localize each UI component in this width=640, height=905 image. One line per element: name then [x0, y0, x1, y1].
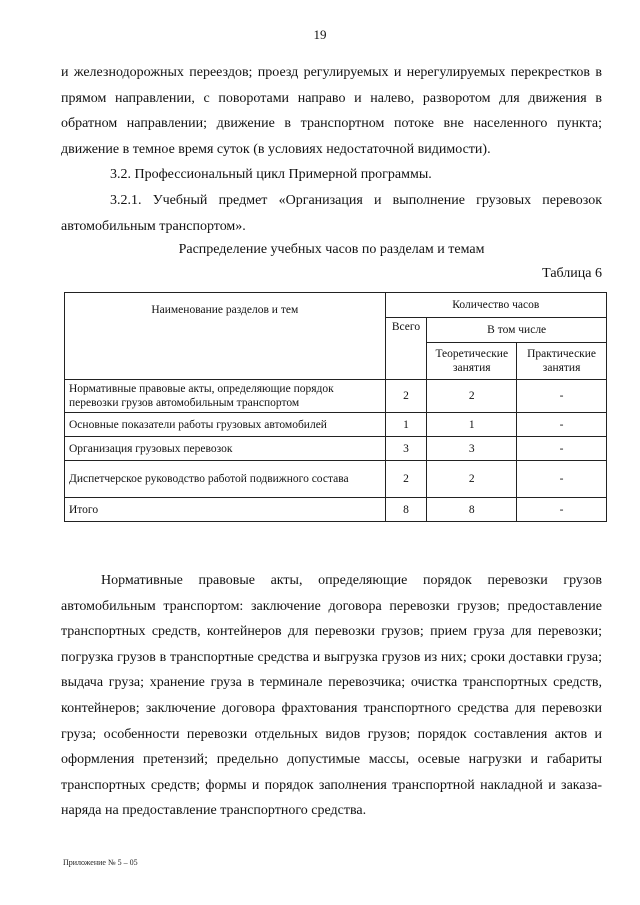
row-theory: 2 [427, 380, 517, 413]
header-including: В том числе [427, 318, 607, 343]
header-theory: Теоретические занятия [427, 343, 517, 380]
row-name: Нормативные правовые акты, определяющие порядок перевозки грузов автомобильным транспортом [65, 380, 386, 413]
row-total: 1 [385, 413, 427, 437]
hours-distribution-table [64, 292, 607, 522]
header-total: Всего [385, 318, 427, 380]
table-caption: Распределение учебных часов по разделам и темам [178, 242, 485, 257]
row-total: 8 [385, 498, 427, 522]
body-paragraph: Нормативные правовые акты, определяющие порядок перевозки грузов автомобильным транспортом: заключение договора перевозки грузов; предоставление транспортных средств, контейнеров для перевозки грузов; прием груза для перевозки; погрузка грузов в транспортные средства и выгрузка грузов из них; сроки доставки груза; выдача груза; хранение груза в терминале перевозчика; очистка транспортных средств, контейнеров; заключение договора фрахтования транспортного средства для перевозки груза; особенности перевозки отдельных видов грузов; порядок составления актов и оформления претензий; предельно допустимые массы, осевые нагрузки и габариты транспортных средств; формы и порядок заполнения транспортной накладной и заказа-наряда на предоставление транспортного средства. [61, 573, 602, 819]
continuation-paragraph: и железнодорожных переездов; проезд регулируемых и нерегулируемых перекрестков в прямом направлении, с поворотами направо и налево, разворотом для движения в обратном направлении; движение в транспортном потоке вне населенного пункта; движение в темное время суток (в условиях недостаточной видимости). [61, 65, 602, 157]
row-practice: - [517, 437, 607, 461]
row-name: Диспетчерское руководство работой подвижного состава [65, 461, 386, 498]
row-name: Организация грузовых перевозок [65, 437, 386, 461]
table-row-total [65, 498, 607, 522]
row-total: 2 [385, 380, 427, 413]
row-practice: - [517, 380, 607, 413]
header-section-name: Наименование разделов и тем [65, 293, 386, 380]
page-number: 19 [313, 27, 327, 42]
footer-note: Приложение № 5 – 05 [63, 858, 138, 867]
row-theory: 2 [427, 461, 517, 498]
table-number: Таблица 6 [542, 266, 602, 281]
row-total: 3 [385, 437, 427, 461]
table-row [65, 437, 607, 461]
table-row [65, 413, 607, 437]
row-theory: 3 [427, 437, 517, 461]
row-name: Основные показатели работы грузовых автомобилей [65, 413, 386, 437]
row-theory: 1 [427, 413, 517, 437]
header-practice: Практические занятия [517, 343, 607, 380]
section-heading-subject: 3.2.1. Учебный предмет «Организация и выполнение грузовых перевозок автомобильным транспортом». [61, 193, 602, 234]
row-practice: - [517, 461, 607, 498]
row-practice: - [517, 413, 607, 437]
section-heading-cycle: 3.2. Профессиональный цикл Примерной программы. [110, 167, 432, 182]
table-row [65, 461, 607, 498]
row-practice: - [517, 498, 607, 522]
row-name: Итого [65, 498, 386, 522]
table-row [65, 380, 607, 413]
header-hours-count: Количество часов [385, 293, 606, 318]
row-theory: 8 [427, 498, 517, 522]
row-total: 2 [385, 461, 427, 498]
